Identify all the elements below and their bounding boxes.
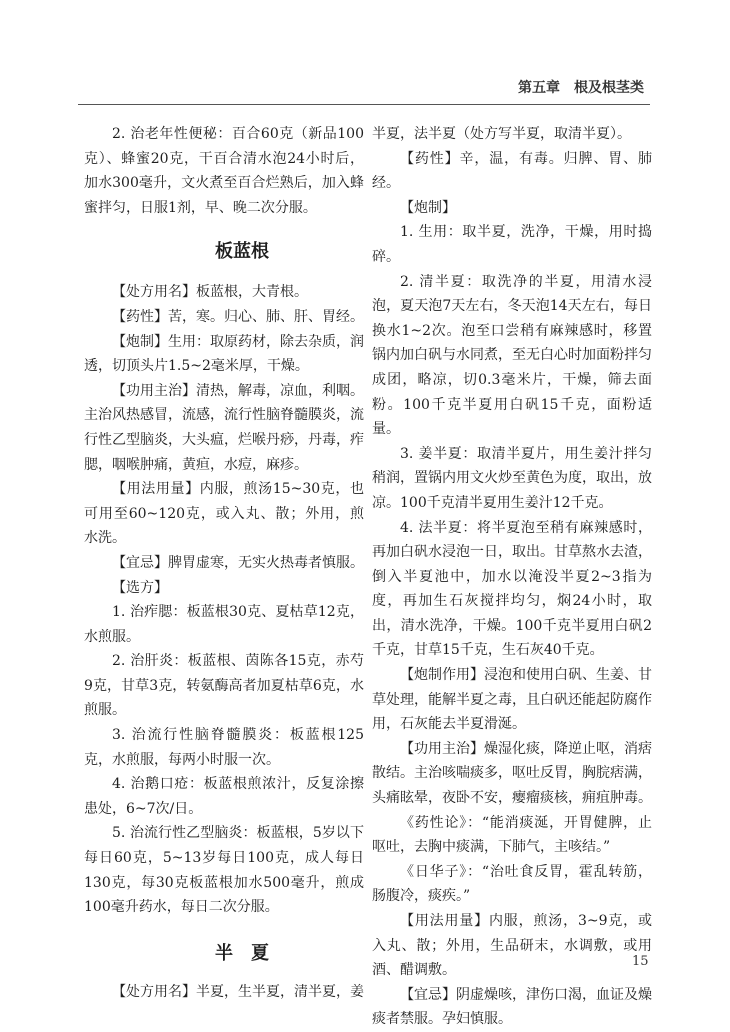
- paragraph: 2. 治肝炎：板蓝根、茵陈各15克，赤芍9克，甘草3克，转氨酶高者加夏枯草6克，水煎服。: [84, 653, 364, 719]
- paragraph: 4. 法半夏：将半夏泡至稍有麻辣感时，再加白矾水浸泡一日，取出。甘草熬水去渣，倒入半夏池中，加水以淹没半夏2~3指为度，再加生石灰搅拌均匀，焖24小时，取出，清水洗净，干燥。100千克半夏用白矾2千克，甘草15千克，生石灰40千克。: [372, 519, 652, 659]
- paragraph: 【宜忌】脾胃虚寒，无实火热毒者慎服。: [112, 554, 364, 571]
- section-title-banlangen: 板蓝根: [215, 241, 269, 263]
- paragraph: 2. 治老年性便秘：百合60克（新品100克）、蜂蜜20克，干百合清水泡24小时后，加水300毫升，文火煮至百合烂熟后，加入蜂蜜拌匀，日服1剂，早、晚二次分服。: [84, 126, 364, 216]
- paragraph: 【药性】辛，温，有毒。归脾、胃、肺经。: [372, 150, 652, 192]
- paragraph: 【药性】苦，寒。归心、肺、肝、胃经。: [112, 308, 364, 325]
- paragraph: 【用法用量】内服，煎汤，3~9克，或入丸、散；外用，生品研末，水调敷，或用酒、醋调敷。: [372, 913, 652, 979]
- paragraph: 2. 清半夏：取洗净的半夏，用清水浸泡，夏天泡7天左右，冬天泡14天左右，每日换水1~2次。泡至口尝稍有麻辣感时，移置锅内加白矾与水同煮，至无白心时加面粉拌匀成团，略凉，切0.3毫米片，干燥，筛去面粉。100千克半夏用白矾15千克，面粉适量。: [372, 273, 652, 438]
- paragraph: 【处方用名】半夏，生半夏，清半夏，姜: [112, 983, 364, 1000]
- paragraph: 半夏，法半夏（处方写半夏，取清半夏）。: [372, 126, 631, 142]
- section-title-banxia: 半 夏: [215, 942, 269, 964]
- paragraph: 【功用主治】清热，解毒，凉血，利咽。主治风热感冒，流感，流行性脑脊髓膜炎，流行性乙型脑炎，大头瘟，烂喉丹痧，丹毒，痄腮，咽喉肿痛，黄疸，水痘，麻疹。: [84, 382, 364, 473]
- right-column: [372, 122, 652, 1032]
- paragraph: 【功用主治】燥湿化痰，降逆止呕，消痞散结。主治咳喘痰多，呕吐反胃，胸脘痞满，头痛眩晕，夜卧不安，瘿瘤痰核，痈疽肿毒。: [372, 740, 652, 807]
- paragraph: 4. 治鹅口疮：板蓝根煎浓汁，反复涂擦患处，6~7次/日。: [84, 776, 364, 817]
- paragraph: 【处方用名】板蓝根，大青根。: [112, 284, 308, 301]
- paragraph: 《日华子》：“治吐食反胃，霍乱转筋，肠腹冷，痰疾。”: [372, 863, 652, 905]
- paragraph: 【炮制】: [400, 199, 456, 216]
- paragraph: 【选方】: [112, 579, 168, 596]
- header-rule: [78, 104, 650, 105]
- paragraph: 3. 治流行性脑脊髓膜炎：板蓝根125克，水煎服，每两小时服一次。: [84, 727, 364, 768]
- paragraph: 【用法用量】内服，煎汤15~30克，也可用至60~120克，或入丸、散；外用，煎水洗。: [84, 481, 364, 547]
- paragraph: 【炮制】生用：取原药材，除去杂质，润透，切顶头片1.5~2毫米厚，干燥。: [84, 333, 364, 375]
- paragraph: 1. 治痄腮：板蓝根30克、夏枯草12克，水煎服。: [84, 604, 364, 645]
- paragraph: 3. 姜半夏：取清半夏片，用生姜汁拌匀稍润，置锅内用文火炒至黄色为度，取出，放凉。100千克清半夏用生姜汁12千克。: [372, 445, 652, 511]
- left-column: [84, 122, 364, 1004]
- paragraph: 《药性论》：“能消痰涎，开胃健脾，止呕吐，去胸中痰满，下肺气，主咳结。”: [372, 814, 652, 856]
- running-header: 第五章 根及根茎类: [518, 80, 644, 96]
- paragraph: 【炮制作用】浸泡和使用白矾、生姜、甘草处理，能解半夏之毒，且白矾还能起防腐作用，石灰能去半夏滑涎。: [372, 667, 652, 733]
- paragraph: 1. 生用：取半夏，洗净，干燥，用时捣碎。: [372, 224, 652, 265]
- paragraph: 5. 治流行性乙型脑炎：板蓝根，5岁以下每日60克，5~13岁每日100克，成人每日130克，每30克板蓝根加水500毫升，煎成100毫升药水，每日二次分服。: [84, 825, 364, 916]
- paragraph: 【宜忌】阴虚燥咳，津伤口渴，血证及燥痰者禁服。孕妇慎服。: [372, 986, 652, 1028]
- page-number: 15: [632, 954, 649, 969]
